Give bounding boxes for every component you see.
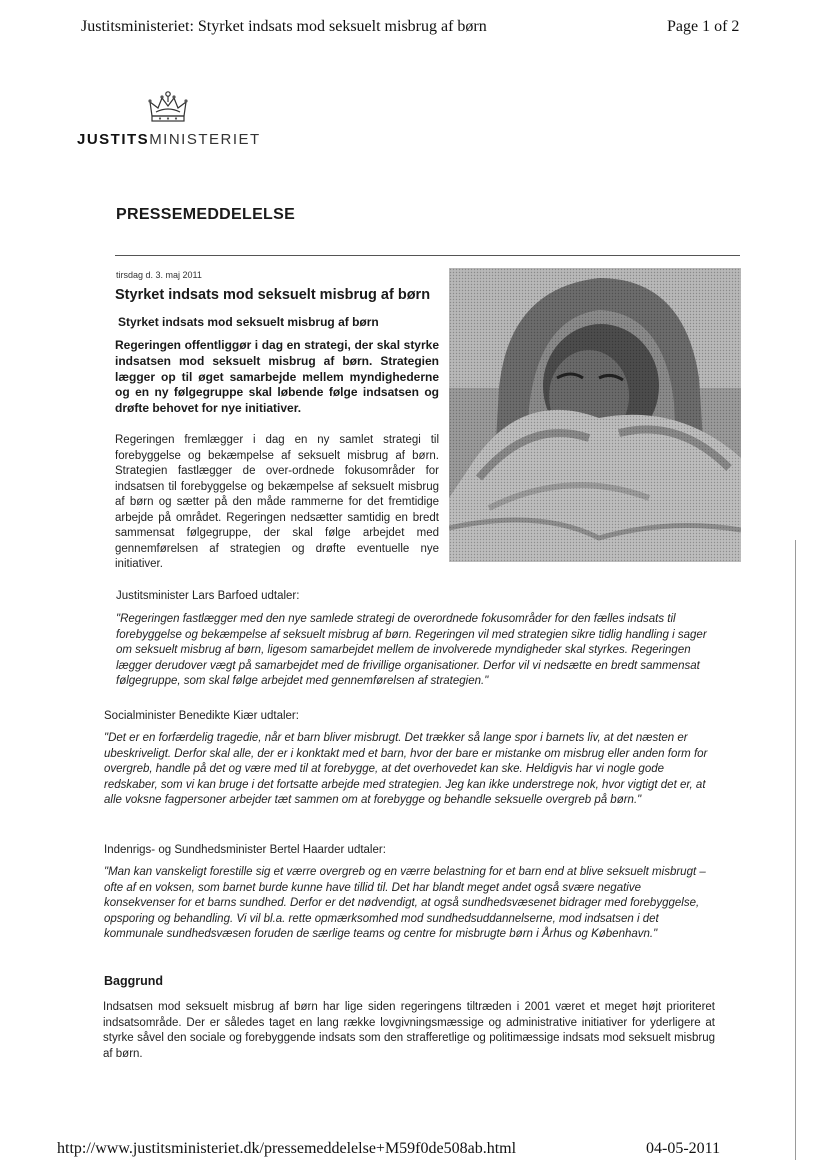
article-headline: Styrket indsats mod seksuelt misbrug af børn (115, 287, 431, 303)
divider (115, 255, 740, 256)
statement-quote: "Man kan vanskeligt forestille sig et værre overgreb og en værre belastning for et barn end at blive seksuelt misbrugt – ofte af en voksen, som barnet burde kunne have tillid til. Det har blandt meget andet også svære negative konsekvenser for et barns sundhed. Derfor er det nødvendigt, at også sundhedsvæsenet bidrager med forebyggelse, opsporing og behandling. Vi vil bl.a. rette opmærksomhed mod sundhedsuddannelserne, mod indsatsen i det kommunale sundhedsvæsen foruden de særlige teams og centre for misbrugte børn i Århus og København." (104, 866, 706, 941)
article-lead: Regeringen offentliggør i dag en strategi, der skal styrke indsatsen mod seksuelt misbrug af børn. Strategien lægger op til øget samarbejde mellem myndighederne og en ny følgegruppe skal løbende følge indsatsen og drøfte behovet for nye initiativer. (115, 338, 439, 416)
background-text: Indsatsen mod seksuelt misbrug af børn har lige siden regeringens tiltræden i 2001 været et meget højt prioriteret indsatsområde. Der er således taget en lang række lovgivningsmæssige og administrative initiativer for yderligere at styrke såvel den sociale og forebyggende indsats som den strafferetlige og politimæssige indsats mod seksuelt misbrug af børn. (103, 1001, 715, 1060)
print-header-page-number: Page 1 of 2 (667, 18, 740, 35)
article-body: Regeringen fremlægger i dag en ny samlet strategi til forebyggelse og bekæmpelse af seksuelt misbrug af børn. Strategien fastlægger de over-ordnede fokusområder for indsatsen til forebyggelse og bekæmpelse af seksuelt misbrug af børn og sætter på den måde rammerne for det fremtidige arbejde på området. Regeringen nedsætter samtidig en bredt sammensat følgegruppe, der skal følge arbejdet med gennemførelsen af strategien og drøfte eventuelle nye initiativer. (115, 434, 439, 570)
statement-quote: "Det er en forfærdelig tragedie, når et barn bliver misbrugt. Det trækker så lange spor i barnets liv, at det næsten er ubeskriveligt. Derfor skal alle, der er i konktakt med et barn, hvor der bare er mistanke om misbrug eller anden form for overgreb, handle på det og være med til at forebygge, at det overhovedet kan ske. Heldigvis har vi nogle gode redskaber, som vi kan bruge i det fortsatte arbejde med strategien. Jeg kan ikke understrege nok, hvor vigtigt det er, at alle voksne fagpersoner arbejder tæt sammen om at forebygge og behandle seksuelle overgreb på børn." (104, 732, 708, 807)
statement-quote: "Regeringen fastlægger med den nye samlede strategi de overordnede fokusområder for den fælles indsats til forebyggelse og bekæmpelse af seksuelt misbrug af børn. Regeringen vil med strategien sikre tidlig handling i sager om seksuelt misbrug af børn, ligesom samarbejdet mellem de involverede myndigheder skal styrkes. Regeringen lægger derudover vægt på samarbejdet med de frivillige organisationer. Derfor vil vi nedsætte en bredt sammensat følgegruppe, som skal følge arbejdet med gennemførelsen af strategien." (116, 613, 707, 688)
article-photo (449, 268, 741, 562)
print-footer-url: http://www.justitsministeriet.dk/pressemeddelelse+M59f0de508ab.html (57, 1140, 517, 1157)
ministry-logo-text (77, 131, 261, 148)
statement-speaker: Indenrigs- og Sundhedsminister Bertel Haarder udtaler: (104, 844, 386, 856)
print-footer-date: 04-05-2011 (646, 1140, 721, 1157)
article-subheadline: Styrket indsats mod seksuelt misbrug af børn (118, 315, 379, 329)
logo-text-light: MINISTERIET (149, 131, 261, 148)
scan-edge-line (795, 540, 796, 1160)
statement-speaker: Socialminister Benedikte Kiær udtaler: (104, 710, 299, 722)
crown-icon (146, 90, 190, 124)
background-heading: Baggrund (104, 974, 164, 988)
article-date: tirsdag d. 3. maj 2011 (116, 270, 202, 280)
logo-text-bold: JUSTITS (77, 131, 150, 148)
print-header-title: Justitsministeriet: Styrket indsats mod seksuelt misbrug af børn (81, 18, 487, 35)
statement-speaker: Justitsminister Lars Barfoed udtaler: (116, 590, 300, 602)
section-label: PRESSEMEDDELELSE (116, 206, 296, 223)
